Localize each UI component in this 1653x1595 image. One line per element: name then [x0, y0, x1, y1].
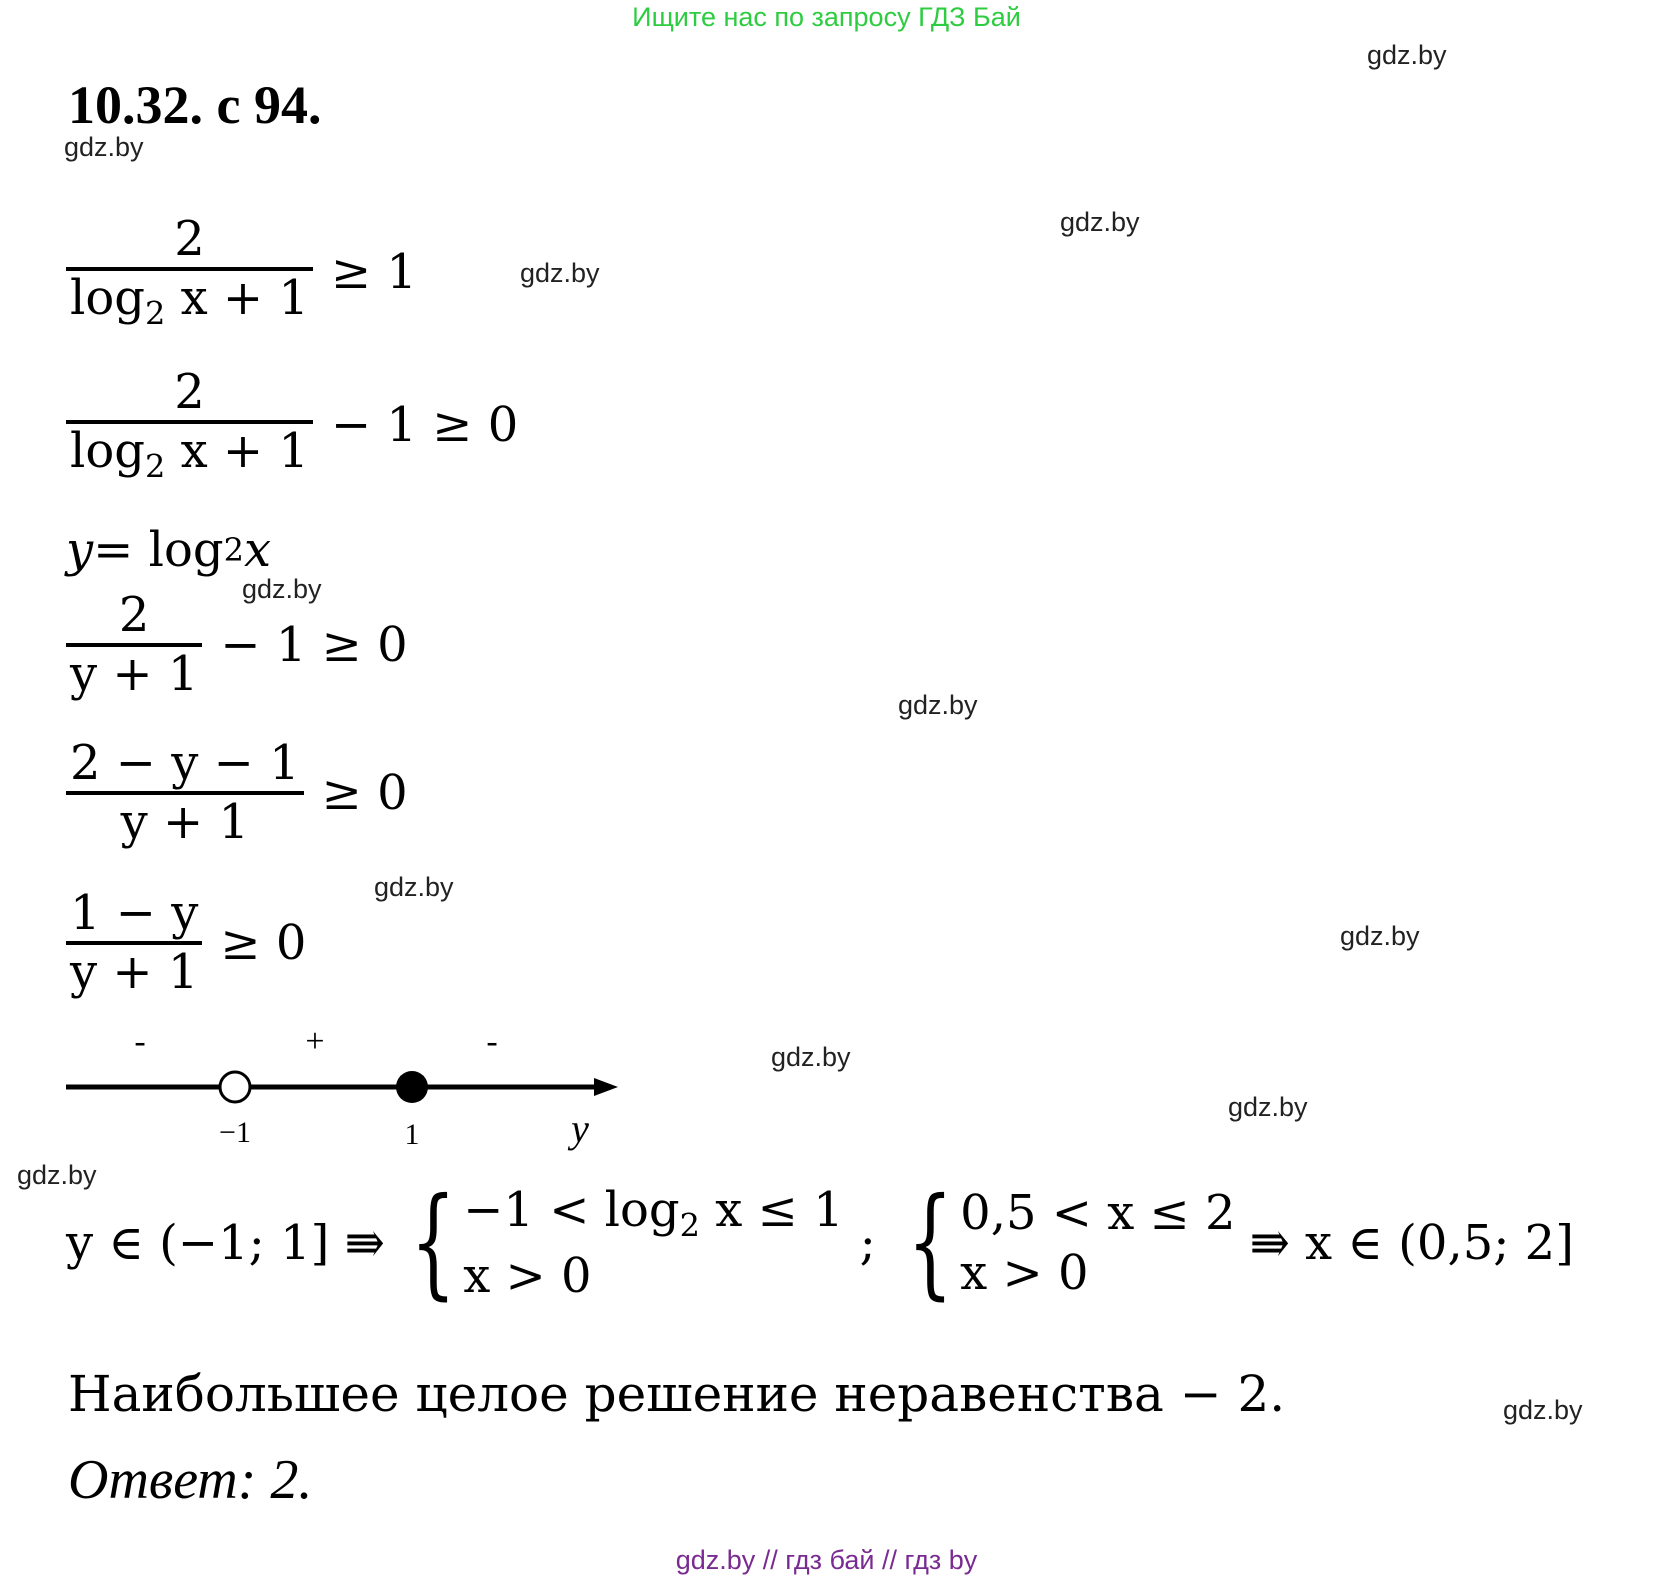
step-2 — [66, 365, 518, 486]
sys1-post: x ≤ 1 — [700, 1182, 844, 1238]
numerator: 2 — [174, 364, 205, 420]
sys1-pre: −1 < log — [463, 1182, 680, 1238]
watermark: gdz.by — [1060, 207, 1140, 237]
watermark: gdz.by — [64, 132, 144, 162]
fraction — [66, 886, 202, 1000]
brace: { — [907, 1172, 953, 1312]
denominator: y + 1 — [70, 646, 199, 703]
numerator: 1 − y — [70, 885, 199, 941]
log-base: 2 — [679, 1206, 701, 1245]
sign-interval-3: - — [486, 1030, 498, 1060]
tick-label-minus-1: −1 — [219, 1116, 251, 1149]
footer-links[interactable]: gdz.by // гдз бай // гдз by — [675, 1545, 978, 1575]
relation: ≥ 0 — [220, 915, 307, 972]
watermark: gdz.by — [1228, 1092, 1308, 1122]
answer-text: Ответ: 2. — [68, 1449, 313, 1511]
system-1 — [395, 1172, 844, 1312]
step-5 — [66, 736, 408, 850]
fraction — [66, 212, 313, 333]
den-rest: x + 1 — [165, 270, 309, 327]
numerator: 2 — [174, 211, 205, 267]
fraction — [66, 736, 304, 850]
fraction — [66, 588, 202, 702]
open-point-minus-1 — [220, 1072, 250, 1102]
sign-interval-2: + — [305, 1030, 325, 1060]
system-2-line-1: 0,5 < x ≤ 2 — [960, 1184, 1236, 1241]
fraction — [66, 365, 313, 486]
eq-log: = log — [93, 522, 224, 578]
denominator — [66, 424, 313, 485]
den-rest: x + 1 — [165, 423, 309, 480]
watermark: gdz.by — [1367, 40, 1447, 70]
relation: − 1 ≥ 0 — [220, 617, 408, 674]
brace: { — [410, 1172, 456, 1312]
system-2 — [892, 1172, 1236, 1312]
numerator: 2 − y − 1 — [70, 735, 300, 791]
result-line — [66, 1172, 1574, 1312]
relation: ≥ 1 — [330, 244, 417, 301]
axis-arrow — [594, 1078, 618, 1096]
relation: ≥ 0 — [321, 765, 408, 822]
denominator — [66, 271, 313, 332]
step-6 — [66, 886, 306, 1000]
log-base: 2 — [144, 447, 166, 486]
system-2-line-2: x > 0 — [960, 1244, 1089, 1301]
separator: ; — [859, 1214, 876, 1271]
watermark: gdz.by — [242, 574, 322, 604]
system-1-line-2: x > 0 — [463, 1247, 592, 1304]
filled-point-1 — [396, 1071, 428, 1103]
numerator: 2 — [118, 587, 150, 643]
log-text: log — [70, 270, 145, 327]
step-3-substitution — [66, 522, 271, 578]
watermark: gdz.by — [1340, 921, 1420, 951]
conclusion-text: Наибольшее целое решение неравенства − 2. — [68, 1365, 1286, 1423]
log-base: 2 — [223, 531, 244, 569]
number-line — [60, 1030, 620, 1170]
system-1-line-1 — [463, 1180, 843, 1246]
step-1 — [66, 212, 417, 333]
denominator: y + 1 — [120, 794, 250, 851]
step-4 — [66, 588, 408, 702]
watermark: gdz.by — [898, 690, 978, 720]
page-title: 10.32. с 94. — [68, 75, 322, 135]
variable-y: y — [66, 522, 94, 578]
watermark: gdz.by — [520, 258, 600, 288]
result-tail: ⇛ x ∈ (0,5; 2] — [1249, 1214, 1574, 1271]
watermark: gdz.by — [17, 1160, 97, 1190]
watermark: gdz.by — [1503, 1395, 1583, 1425]
watermark: gdz.by — [771, 1042, 851, 1072]
tick-label-1: 1 — [404, 1118, 420, 1151]
watermark: gdz.by — [374, 872, 454, 902]
variable-x: x — [243, 522, 272, 578]
sign-interval-1: - — [134, 1030, 146, 1060]
log-base: 2 — [144, 294, 166, 333]
denominator: y + 1 — [70, 944, 199, 1001]
axis-label-y: y — [571, 1106, 589, 1151]
relation: − 1 ≥ 0 — [330, 397, 519, 454]
log-text: log — [70, 423, 145, 480]
top-banner[interactable]: Ищите нас по запросу ГДЗ Бай — [632, 2, 1021, 32]
result-lead: y ∈ (−1; 1] ⇛ — [66, 1214, 385, 1271]
